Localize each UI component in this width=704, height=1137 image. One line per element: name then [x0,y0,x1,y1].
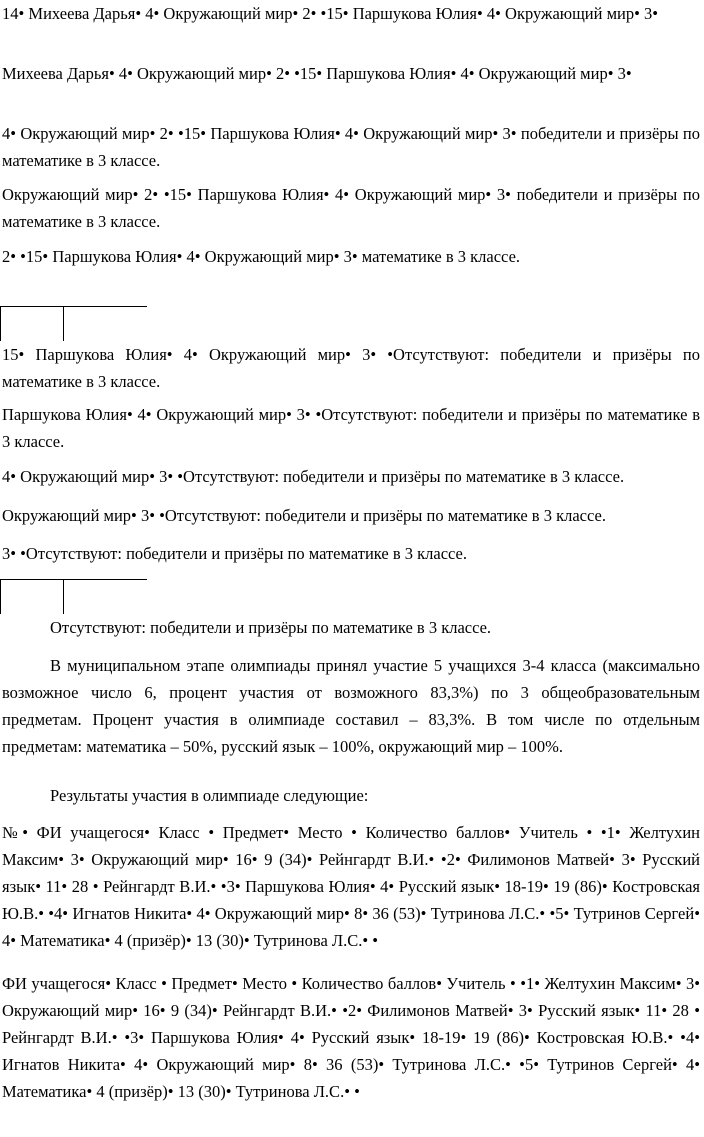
paragraph-14: №• ФИ учащегося• Класс • Предмет• Место • Количество баллов• Учитель • •1• Желтухин Максим• 3• Окружающий мир• 16• 9 (34)• Рейнгардт В.И.• •2• Филимонов Матвей• 3• Русский язык• 11• 28 • Рейнгардт В.И.• •3• Паршукова Юлия• 4• Русский язык• 18-19• 19 (86)• Костровская Ю.В.• •4• Игнатов Никита• 4• Окружающий мир• 8• 36 (53)• Тутринова Л.С.• •5• Тутринов Сергей• 4• Математика• 4 (призёр)• 13 (30)• Тутринова Л.С.• • [2,823,700,950]
paragraph-2: Михеева Дарья• 4• Окружающий мир• 2• •15• Паршукова Юлия• 4• Окружающий мир• 3• [2,64,632,83]
paragraph-4: Окружающий мир• 2• •15• Паршукова Юлия• 4• Окружающий мир• 3• победители и призёры по математике в 3 классе. [2,185,700,231]
paragraph-6: 15• Паршукова Юлия• 4• Окружающий мир• 3• •Отсутствуют: победители и призёры по математике в 3 классе. [2,345,700,391]
paragraph-13: Результаты участия в олимпиаде следующие: [50,786,369,805]
paragraph-5: 2• •15• Паршукова Юлия• 4• Окружающий мир• 3• математике в 3 классе. [2,247,521,266]
paragraph-9: Окружающий мир• 3• •Отсутствуют: победители и призёры по математике в 3 классе. [2,506,606,525]
table-cell-divider [63,580,64,614]
table-cell-divider [63,307,64,341]
paragraph-12: В муниципальном этапе олимпиады принял участие 5 учащихся 3-4 класса (максимально возможное число 6, процент участия от возможного 83,3%) по 3 общеобразовательным предметам. Процент участия в олимпиаде составил – 83,3%. В том числе по отдельным предметам: математика – 50%, русский язык – 100%, окружающий мир – 100%. [2,656,700,756]
table-fragment [0,306,147,341]
paragraph-1: 14• Михеева Дарья• 4• Окружающий мир• 2• •15• Паршукова Юлия• 4• Окружающий мир• 3• [2,4,659,23]
paragraph-8: 4• Окружающий мир• 3• •Отсутствуют: победители и призёры по математике в 3 классе. [2,467,625,486]
table-fragment [0,579,147,614]
paragraph-15: ФИ учащегося• Класс • Предмет• Место • Количество баллов• Учитель • •1• Желтухин Максим• 3• Окружающий мир• 16• 9 (34)• Рейнгардт В.И.• •2• Филимонов Матвей• 3• Русский язык• 11• 28 • Рейнгардт В.И.• •3• Паршукова Юлия• 4• Русский язык• 18-19• 19 (86)• Костровская Ю.В.• •4• Игнатов Никита• 4• Окружающий мир• 8• 36 (53)• Тутринова Л.С.• •5• Тутринов Сергей• 4• Математика• 4 (призёр)• 13 (30)• Тутринова Л.С.• • [2,974,700,1101]
paragraph-11: Отсутствуют: победители и призёры по математике в 3 классе. [50,618,492,637]
paragraph-3: 4• Окружающий мир• 2• •15• Паршукова Юлия• 4• Окружающий мир• 3• победители и призёры по математике в 3 классе. [2,124,700,170]
paragraph-7: Паршукова Юлия• 4• Окружающий мир• 3• •Отсутствуют: победители и призёры по математике в 3 классе. [2,405,700,451]
paragraph-10: 3• •Отсутствуют: победители и призёры по математике в 3 классе. [2,544,467,563]
